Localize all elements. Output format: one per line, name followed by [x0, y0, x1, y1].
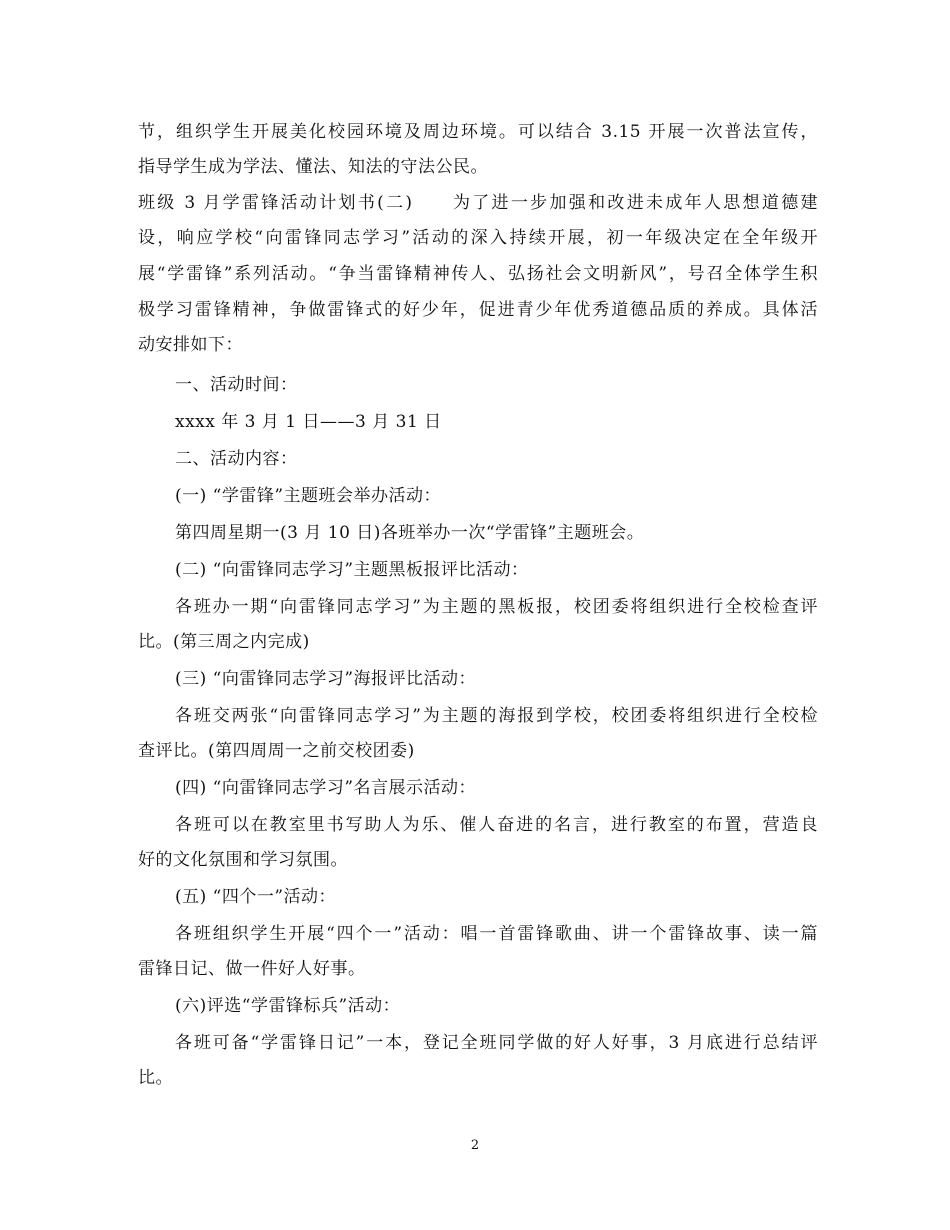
text-line: 雷锋日记、做一件好人好事。 [138, 959, 366, 979]
text-line: 节，组织学生开展美化校园环境及周边环境。可以结合 3.15 开展一次普法宣传， [138, 122, 818, 142]
text-line: 各班组织学生开展“四个一”活动：唱一首雷锋歌曲、讲一个雷锋故事、读一篇 [175, 924, 818, 944]
text-line: 各班可备“学雷锋日记”一本，登记全班同学做的好人好事，3 月底进行总结评 [175, 1033, 818, 1053]
text-line: 比。(第三周之内完成) [138, 632, 310, 652]
text-line: 比。 [138, 1068, 173, 1088]
text-line: xxxx 年 3 月 1 日——3 月 31 日 [175, 412, 442, 432]
text-line: 各班交两张“向雷锋同志学习”为主题的海报到学校，校团委将组织进行全校检 [175, 706, 818, 726]
section-heading: 一、活动时间： [175, 375, 298, 395]
text-line: 班级 3 月学雷锋活动计划书(二) 为了进一步加强和改进未成年人思想道德建 [138, 193, 818, 213]
text-line: 展“学雷锋”系列活动。“争当雷锋精神传人、弘扬社会文明新风”，号召全体学生积 [138, 264, 818, 284]
text-line: 各班办一期“向雷锋同志学习”为主题的黑板报，校团委将组织进行全校检查评 [175, 597, 818, 617]
subsection-heading: (三) “向雷锋同志学习”海报评比活动： [175, 669, 477, 689]
subsection-heading: (五) “四个一”活动： [175, 887, 337, 907]
text-line: 极学习雷锋精神，争做雷锋式的好少年，促进青少年优秀道德品质的养成。具体活 [138, 300, 818, 320]
text-line: 设，响应学校“向雷锋同志学习”活动的深入持续开展，初一年级决定在全年级开 [138, 228, 818, 248]
subsection-heading: (六)评选“学雷锋标兵”活动： [175, 996, 401, 1016]
text-line: 动安排如下： [138, 335, 243, 355]
subsection-heading: (二) “向雷锋同志学习”主题黑板报评比活动： [175, 560, 529, 580]
text-line: 好的文化氛围和学习氛围。 [138, 850, 348, 870]
subsection-heading: (四) “向雷锋同志学习”名言展示活动： [175, 778, 477, 798]
text-line: 查评比。(第四周周一之前交校团委) [138, 741, 415, 761]
text-line: 指导学生成为学法、懂法、知法的守法公民。 [138, 157, 488, 177]
page-number: 2 [470, 1138, 480, 1153]
text-line: 第四周星期一(3 月 10 日)各班举办一次“学雷锋”主题班会。 [175, 523, 645, 543]
subsection-heading: (一) “学雷锋”主题班会举办活动： [175, 486, 442, 506]
section-heading: 二、活动内容： [175, 449, 298, 469]
text-line: 各班可以在教室里书写助人为乐、催人奋进的名言，进行教室的布置，营造良 [175, 815, 818, 835]
